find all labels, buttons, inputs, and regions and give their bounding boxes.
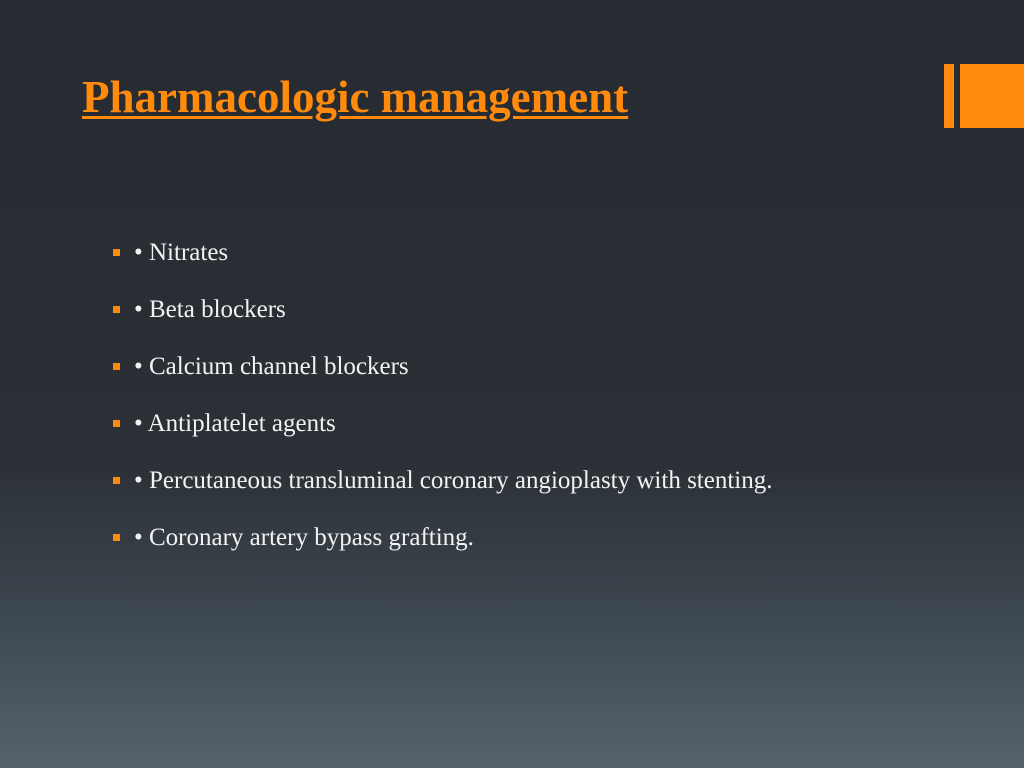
square-bullet-icon xyxy=(113,249,120,256)
list-item xyxy=(113,395,772,452)
list-item xyxy=(113,452,772,509)
list-item xyxy=(113,509,772,566)
bullet-text: • Beta blockers xyxy=(134,295,286,323)
list-item xyxy=(113,338,772,395)
corner-block xyxy=(960,64,1024,128)
bullet-text: • Nitrates xyxy=(134,238,229,266)
list-item xyxy=(113,224,772,281)
square-bullet-icon xyxy=(113,534,120,541)
slide-title: Pharmacologic management xyxy=(82,72,629,122)
corner-bar xyxy=(944,64,954,128)
bullet-text: • Percutaneous transluminal coronary angioplasty with stenting. xyxy=(134,466,773,494)
square-bullet-icon xyxy=(113,363,120,370)
bullet-text: • Calcium channel blockers xyxy=(134,352,409,380)
square-bullet-icon xyxy=(113,306,120,313)
square-bullet-icon xyxy=(113,477,120,484)
bullet-text: • Antiplatelet agents xyxy=(134,409,336,437)
bullet-text: • Coronary artery bypass grafting. xyxy=(134,523,474,551)
square-bullet-icon xyxy=(113,420,120,427)
bullet-list xyxy=(113,224,772,566)
orange-bracket-icon xyxy=(944,64,1024,128)
list-item xyxy=(113,281,772,338)
